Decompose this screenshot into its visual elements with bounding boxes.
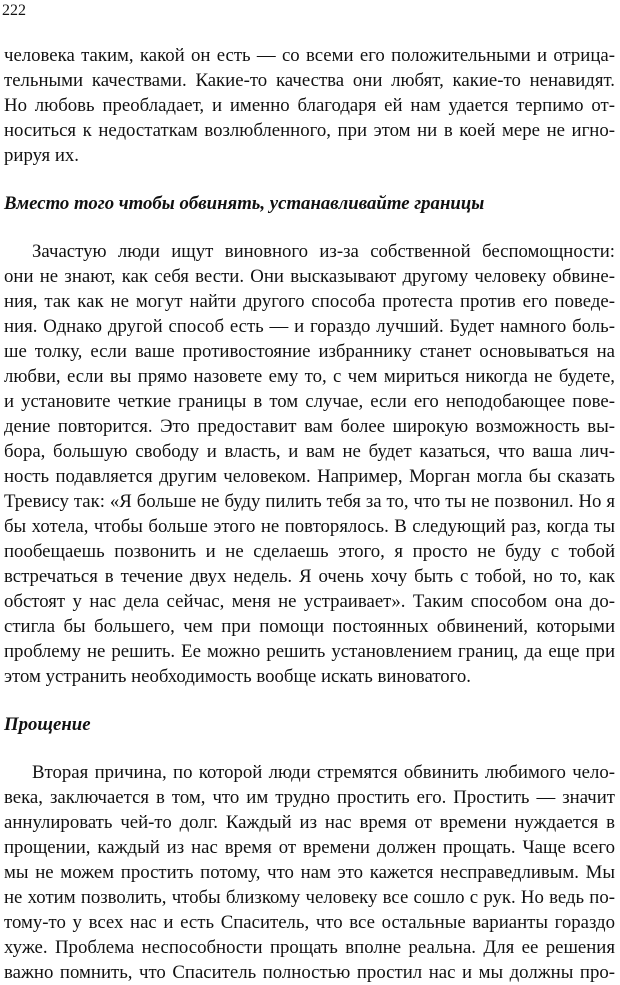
section-heading-forgiveness: Прощение xyxy=(4,714,91,735)
text-line: бы хотела, чтобы больше этого не повторялось. В следующий раз, когда ты xyxy=(4,516,615,537)
text-line: носиться к недостаткам возлюбленного, при этом ни в коей мере не игно- xyxy=(4,120,615,141)
text-line: Вторая причина, по которой люди стремятся обвинить любимого чело- xyxy=(32,762,615,783)
text-line: бора, большую свободу и власть, и вам не будет казаться, что ваша лич- xyxy=(4,441,615,462)
text-line: тому-то у всех нас и есть Спаситель, что все остальные варианты гораздо xyxy=(4,912,615,933)
text-line: Тревису так: «Я больше не буду пилить тебя за то, что ты не позвонил. Но я xyxy=(4,491,615,512)
text-line: века, заключается в том, что им трудно простить его. Простить — значит xyxy=(4,787,615,808)
text-line: этом устранить необходимость вообще искать виноватого. xyxy=(4,666,472,687)
text-line: любви, если вы прямо назовете ему то, с чем мириться никогда не будете, xyxy=(4,366,615,387)
text-line: хуже. Проблема неспособности прощать вполне реальна. Для ее решения xyxy=(4,937,615,958)
text-line: прощении, каждый из нас время от времени должен прощать. Чаще всего xyxy=(4,837,615,858)
text-line: встречаться в течение двух недель. Я очень хочу быть с тобой, но то, как xyxy=(4,566,615,587)
text-line: аннулировать чей-то долг. Каждый из нас время от времени нуждается в xyxy=(4,812,615,833)
text-line: пообещаешь позвонить и не сделаешь этого, я просто не буду с тобой xyxy=(4,541,615,562)
text-line: не хотим позволить, чтобы близкому человеку все сошло с рук. Но ведь по- xyxy=(4,887,615,908)
text-line: ния. Однако другой способ есть — и гораздо лучший. Будет намного боль- xyxy=(4,316,615,337)
text-line: мы не можем простить потому, что нам это кажется несправедливым. Мы xyxy=(4,862,615,883)
text-line: тельными качествами. Какие-то качества они любят, какие-то ненавидят. xyxy=(4,70,615,91)
paragraph-boundaries xyxy=(4,239,615,689)
text-line: ность подавляется другим человеком. Например, Морган могла бы сказать xyxy=(4,466,615,487)
section-heading-boundaries: Вместо того чтобы обвинять, устанавливайте границы xyxy=(4,193,485,214)
text-line: Зачастую люди ищут виновного из-за собственной беспомощности: xyxy=(32,241,615,262)
text-line: и установите четкие границы в том случае, если его неподобающее пове- xyxy=(4,391,615,412)
text-line: ше толку, если ваше противостояние избраннику станет основываться на xyxy=(4,341,615,362)
text-line: важно помнить, что Спаситель полностью простил нас и мы должны про- xyxy=(4,962,615,983)
text-line: стигла бы большего, чем при помощи постоянных обвинений, которыми xyxy=(4,616,615,637)
paragraph-continuation xyxy=(4,43,615,168)
text-line: человека таким, какой он есть — со всеми его положительными и отрица- xyxy=(4,45,615,66)
text-line: обстоят у нас дела сейчас, меня не устраивает». Таким способом она до- xyxy=(4,591,615,612)
text-line: ния, так как не могут найти другого способа протеста против его поведе- xyxy=(4,291,615,312)
text-line: рируя их. xyxy=(4,145,79,166)
paragraph-forgiveness xyxy=(4,760,615,985)
text-line: они не знают, как себя вести. Они высказывают другому человеку обвине- xyxy=(4,266,615,287)
text-line: дение повторится. Это предоставит вам более широкую возможность вы- xyxy=(4,416,615,437)
page-number: 222 xyxy=(2,2,26,19)
text-line: проблему не решить. Ее можно решить установлением границ, да еще при xyxy=(4,641,615,662)
page-content xyxy=(4,43,615,985)
text-line: Но любовь преобладает, и именно благодаря ей нам удается терпимо от- xyxy=(4,95,615,116)
